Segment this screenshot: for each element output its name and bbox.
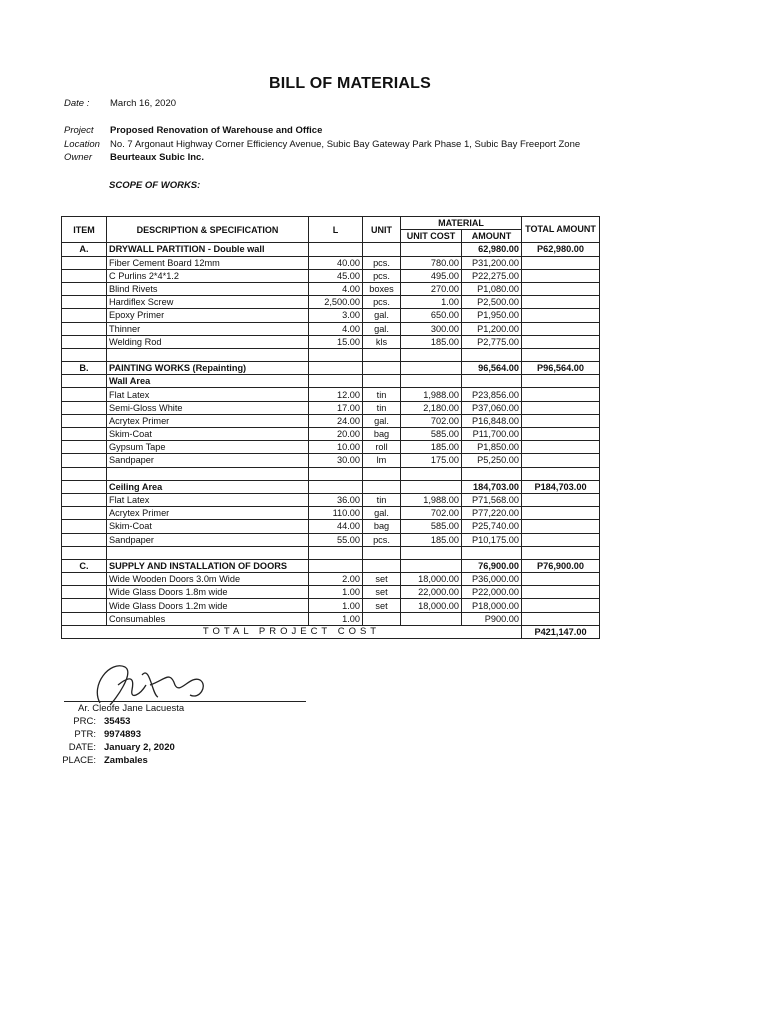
unit-cost-cell: 18,000.00 <box>401 573 462 586</box>
unit-cell: tin <box>363 401 401 414</box>
table-row <box>62 322 600 335</box>
amount-cell <box>462 348 522 361</box>
item-cell <box>62 533 107 546</box>
amount-cell <box>462 546 522 559</box>
amount-cell: P22,000.00 <box>462 586 522 599</box>
amount-cell: P1,950.00 <box>462 309 522 322</box>
total-amount-cell <box>522 586 600 599</box>
unit-cost-cell: 1,988.00 <box>401 388 462 401</box>
item-cell <box>62 599 107 612</box>
amount-cell: P31,200.00 <box>462 256 522 269</box>
description-cell: Consumables <box>107 612 309 625</box>
quantity-cell: 1.00 <box>309 612 363 625</box>
total-amount-cell <box>522 309 600 322</box>
quantity-cell <box>309 375 363 388</box>
prc-line <box>60 716 130 727</box>
description-cell: SUPPLY AND INSTALLATION OF DOORS <box>107 559 309 572</box>
description-cell <box>107 348 309 361</box>
unit-cost-cell <box>401 559 462 572</box>
unit-cost-cell: 585.00 <box>401 520 462 533</box>
quantity-cell <box>309 243 363 256</box>
unit-cell <box>363 612 401 625</box>
unit-cost-cell <box>401 375 462 388</box>
unit-cost-cell: 185.00 <box>401 441 462 454</box>
item-cell <box>62 428 107 441</box>
amount-cell: P16,848.00 <box>462 414 522 427</box>
header-material: MATERIAL <box>401 217 522 230</box>
unit-cost-cell <box>401 546 462 559</box>
header-l: L <box>309 217 363 243</box>
table-row <box>62 269 600 282</box>
total-amount-cell <box>522 375 600 388</box>
unit-cell: pcs. <box>363 296 401 309</box>
table-row <box>62 348 600 361</box>
unit-cost-cell <box>401 480 462 493</box>
item-cell <box>62 269 107 282</box>
description-cell: Sandpaper <box>107 454 309 467</box>
total-amount-cell: P62,980.00 <box>522 243 600 256</box>
unit-cost-cell: 22,000.00 <box>401 586 462 599</box>
item-cell <box>62 573 107 586</box>
description-cell: Gypsum Tape <box>107 441 309 454</box>
unit-cell <box>363 467 401 480</box>
total-amount-cell: P76,900.00 <box>522 559 600 572</box>
quantity-cell: 2.00 <box>309 573 363 586</box>
header-item: ITEM <box>62 217 107 243</box>
description-cell: Thinner <box>107 322 309 335</box>
unit-cost-cell: 650.00 <box>401 309 462 322</box>
unit-cost-cell: 1,988.00 <box>401 493 462 506</box>
total-amount-cell <box>522 322 600 335</box>
description-cell: Epoxy Primer <box>107 309 309 322</box>
amount-cell: P22,275.00 <box>462 269 522 282</box>
table-row <box>62 573 600 586</box>
total-label: TOTAL PROJECT COST <box>62 625 522 638</box>
description-cell: Skim-Coat <box>107 520 309 533</box>
quantity-cell: 55.00 <box>309 533 363 546</box>
unit-cell: tin <box>363 388 401 401</box>
item-cell <box>62 586 107 599</box>
total-amount-cell <box>522 467 600 480</box>
unit-cell <box>363 559 401 572</box>
date-label: Date : <box>64 98 90 109</box>
unit-cell: pcs. <box>363 256 401 269</box>
amount-cell: 76,900.00 <box>462 559 522 572</box>
item-cell <box>62 322 107 335</box>
owner-value: Beurteaux Subic Inc. <box>110 152 204 163</box>
place-line <box>60 755 148 766</box>
amount-cell: P900.00 <box>462 612 522 625</box>
quantity-cell <box>309 348 363 361</box>
total-amount-cell <box>522 414 600 427</box>
description-cell: Ceiling Area <box>107 480 309 493</box>
item-cell <box>62 454 107 467</box>
unit-cost-cell: 1.00 <box>401 296 462 309</box>
item-cell <box>62 493 107 506</box>
description-cell: Wide Glass Doors 1.2m wide <box>107 599 309 612</box>
unit-cost-cell <box>401 612 462 625</box>
description-cell: Acrytex Primer <box>107 507 309 520</box>
document-title: BILL OF MATERIALS <box>269 75 431 92</box>
quantity-cell: 4.00 <box>309 282 363 295</box>
item-cell <box>62 401 107 414</box>
description-cell: Skim-Coat <box>107 428 309 441</box>
date-signed-value: January 2, 2020 <box>104 742 175 753</box>
unit-cost-cell: 300.00 <box>401 322 462 335</box>
unit-cost-cell: 18,000.00 <box>401 599 462 612</box>
prc-value: 35453 <box>104 716 131 727</box>
total-amount-cell <box>522 296 600 309</box>
amount-cell: 96,564.00 <box>462 362 522 375</box>
table-row <box>62 559 600 572</box>
header-unit-cost: UNIT COST <box>401 230 462 243</box>
total-amount-cell <box>522 599 600 612</box>
total-amount-cell <box>522 546 600 559</box>
amount-cell: P36,000.00 <box>462 573 522 586</box>
item-cell <box>62 388 107 401</box>
quantity-cell: 10.00 <box>309 441 363 454</box>
item-cell <box>62 348 107 361</box>
quantity-cell <box>309 546 363 559</box>
total-amount-cell: P96,564.00 <box>522 362 600 375</box>
table-row <box>62 428 600 441</box>
description-cell: Welding Rod <box>107 335 309 348</box>
amount-cell: P37,060.00 <box>462 401 522 414</box>
table-row <box>62 309 600 322</box>
total-amount-cell <box>522 507 600 520</box>
signature-line <box>64 701 306 702</box>
unit-cell: bag <box>363 428 401 441</box>
table-row <box>62 282 600 295</box>
table-body <box>62 243 600 625</box>
table-row <box>62 335 600 348</box>
table-row <box>62 441 600 454</box>
date-signed-line <box>60 742 175 753</box>
quantity-cell <box>309 467 363 480</box>
table-row <box>62 401 600 414</box>
total-row <box>62 625 600 638</box>
total-amount-cell <box>522 441 600 454</box>
scope-heading: SCOPE OF WORKS: <box>109 180 201 191</box>
description-cell: Wide Wooden Doors 3.0m Wide <box>107 573 309 586</box>
amount-cell <box>462 375 522 388</box>
description-cell <box>107 467 309 480</box>
header-unit: UNIT <box>363 217 401 243</box>
item-cell <box>62 520 107 533</box>
unit-cost-cell <box>401 243 462 256</box>
quantity-cell <box>309 559 363 572</box>
item-cell <box>62 441 107 454</box>
table-row <box>62 454 600 467</box>
quantity-cell: 30.00 <box>309 454 363 467</box>
unit-cost-cell <box>401 467 462 480</box>
amount-cell: P18,000.00 <box>462 599 522 612</box>
amount-cell: P1,080.00 <box>462 282 522 295</box>
unit-cost-cell: 175.00 <box>401 454 462 467</box>
unit-cost-cell: 702.00 <box>401 414 462 427</box>
ptr-label: PTR: <box>74 729 96 740</box>
table-row <box>62 546 600 559</box>
description-cell: Wide Glass Doors 1.8m wide <box>107 586 309 599</box>
table-row <box>62 599 600 612</box>
unit-cell <box>363 546 401 559</box>
unit-cost-cell: 2,180.00 <box>401 401 462 414</box>
unit-cell <box>363 243 401 256</box>
place-value: Zambales <box>104 755 148 766</box>
unit-cell: gal. <box>363 309 401 322</box>
total-amount-cell <box>522 520 600 533</box>
quantity-cell: 3.00 <box>309 309 363 322</box>
quantity-cell <box>309 480 363 493</box>
total-amount-cell <box>522 256 600 269</box>
table-row <box>62 243 600 256</box>
unit-cost-cell: 270.00 <box>401 282 462 295</box>
place-label: PLACE: <box>62 755 96 766</box>
description-cell: Wall Area <box>107 375 309 388</box>
item-cell <box>62 612 107 625</box>
total-amount-cell <box>522 533 600 546</box>
unit-cell <box>363 362 401 375</box>
table-row <box>62 256 600 269</box>
item-cell <box>62 335 107 348</box>
amount-cell: P23,856.00 <box>462 388 522 401</box>
amount-cell: P11,700.00 <box>462 428 522 441</box>
description-cell: Hardiflex Screw <box>107 296 309 309</box>
quantity-cell: 12.00 <box>309 388 363 401</box>
table-row <box>62 533 600 546</box>
unit-cost-cell <box>401 362 462 375</box>
item-cell <box>62 507 107 520</box>
total-amount-cell <box>522 401 600 414</box>
quantity-cell <box>309 362 363 375</box>
table-row <box>62 507 600 520</box>
total-amount-cell <box>522 612 600 625</box>
total-amount-cell <box>522 335 600 348</box>
total-amount-cell <box>522 388 600 401</box>
description-cell: Sandpaper <box>107 533 309 546</box>
amount-cell: P1,200.00 <box>462 322 522 335</box>
signatory-name-text: Ar. Cleofe Jane Lacuesta <box>78 703 185 714</box>
quantity-cell: 15.00 <box>309 335 363 348</box>
table-row <box>62 296 600 309</box>
quantity-cell: 17.00 <box>309 401 363 414</box>
unit-cell: gal. <box>363 322 401 335</box>
description-cell: C Purlins 2*4*1.2 <box>107 269 309 282</box>
description-cell <box>107 546 309 559</box>
unit-cost-cell: 585.00 <box>401 428 462 441</box>
header-description: DESCRIPTION & SPECIFICATION <box>107 217 309 243</box>
unit-cell <box>363 348 401 361</box>
item-cell <box>62 375 107 388</box>
amount-cell: P5,250.00 <box>462 454 522 467</box>
item-cell <box>62 480 107 493</box>
table-row <box>62 493 600 506</box>
header-amount: AMOUNT <box>462 230 522 243</box>
ptr-line <box>60 729 141 740</box>
item-cell <box>62 309 107 322</box>
item-cell: B. <box>62 362 107 375</box>
signatory-name <box>60 703 184 714</box>
unit-cell: gal. <box>363 507 401 520</box>
header-total-amount: TOTAL AMOUNT <box>522 217 600 243</box>
description-cell: PAINTING WORKS (Repainting) <box>107 362 309 375</box>
project-value: Proposed Renovation of Warehouse and Office <box>110 125 323 136</box>
unit-cell: roll <box>363 441 401 454</box>
unit-cell: set <box>363 586 401 599</box>
quantity-cell: 24.00 <box>309 414 363 427</box>
item-cell <box>62 296 107 309</box>
quantity-cell: 1.00 <box>309 586 363 599</box>
item-cell <box>62 282 107 295</box>
unit-cell: set <box>363 599 401 612</box>
table-row <box>62 480 600 493</box>
table-row <box>62 414 600 427</box>
quantity-cell: 110.00 <box>309 507 363 520</box>
total-amount-cell <box>522 348 600 361</box>
quantity-cell: 36.00 <box>309 493 363 506</box>
unit-cost-cell: 185.00 <box>401 335 462 348</box>
item-cell <box>62 467 107 480</box>
total-amount-cell <box>522 269 600 282</box>
description-cell: Acrytex Primer <box>107 414 309 427</box>
table-row <box>62 520 600 533</box>
description-cell: Fiber Cement Board 12mm <box>107 256 309 269</box>
table-row <box>62 388 600 401</box>
quantity-cell: 20.00 <box>309 428 363 441</box>
amount-cell: 62,980.00 <box>462 243 522 256</box>
description-cell: Semi-Gloss White <box>107 401 309 414</box>
quantity-cell: 40.00 <box>309 256 363 269</box>
amount-cell: P25,740.00 <box>462 520 522 533</box>
date-signed-label: DATE: <box>68 742 96 753</box>
amount-cell: P10,175.00 <box>462 533 522 546</box>
unit-cell: pcs. <box>363 269 401 282</box>
prc-label: PRC: <box>73 716 96 727</box>
amount-cell <box>462 467 522 480</box>
description-cell: Flat Latex <box>107 388 309 401</box>
description-cell: DRYWALL PARTITION - Double wall <box>107 243 309 256</box>
project-label: Project <box>64 125 94 136</box>
table-row <box>62 375 600 388</box>
table-row <box>62 612 600 625</box>
total-amount-cell <box>522 493 600 506</box>
table-row <box>62 586 600 599</box>
unit-cell: lm <box>363 454 401 467</box>
unit-cell: set <box>363 573 401 586</box>
amount-cell: P77,220.00 <box>462 507 522 520</box>
bill-of-materials-table <box>61 216 600 639</box>
quantity-cell: 1.00 <box>309 599 363 612</box>
date-value: March 16, 2020 <box>110 98 177 109</box>
unit-cell: bag <box>363 520 401 533</box>
item-cell: C. <box>62 559 107 572</box>
item-cell <box>62 414 107 427</box>
description-cell: Blind Rivets <box>107 282 309 295</box>
location-label: Location <box>64 139 100 150</box>
total-amount-cell <box>522 454 600 467</box>
unit-cost-cell: 702.00 <box>401 507 462 520</box>
location-value: No. 7 Argonaut Highway Corner Efficiency Avenue, Subic Bay Gateway Park Phase 1, Subic Bay Freeport Zone <box>110 139 581 150</box>
table-row <box>62 362 600 375</box>
amount-cell: P71,568.00 <box>462 493 522 506</box>
quantity-cell: 44.00 <box>309 520 363 533</box>
amount-cell: P1,850.00 <box>462 441 522 454</box>
total-amount-cell: P184,703.00 <box>522 480 600 493</box>
ptr-value: 9974893 <box>104 729 141 740</box>
unit-cell: tin <box>363 493 401 506</box>
unit-cell: pcs. <box>363 533 401 546</box>
description-cell: Flat Latex <box>107 493 309 506</box>
total-amount-cell <box>522 282 600 295</box>
unit-cell <box>363 480 401 493</box>
item-cell <box>62 256 107 269</box>
amount-cell: P2,500.00 <box>462 296 522 309</box>
total-amount-cell <box>522 428 600 441</box>
unit-cost-cell: 185.00 <box>401 533 462 546</box>
amount-cell: P2,775.00 <box>462 335 522 348</box>
quantity-cell: 4.00 <box>309 322 363 335</box>
owner-label: Owner <box>64 152 92 163</box>
item-cell: A. <box>62 243 107 256</box>
amount-cell: 184,703.00 <box>462 480 522 493</box>
unit-cell: boxes <box>363 282 401 295</box>
unit-cell: gal. <box>363 414 401 427</box>
quantity-cell: 2,500.00 <box>309 296 363 309</box>
total-amount-cell <box>522 573 600 586</box>
unit-cost-cell: 780.00 <box>401 256 462 269</box>
total-value: P421,147.00 <box>522 625 600 638</box>
unit-cost-cell: 495.00 <box>401 269 462 282</box>
quantity-cell: 45.00 <box>309 269 363 282</box>
item-cell <box>62 546 107 559</box>
table-row <box>62 467 600 480</box>
unit-cost-cell <box>401 348 462 361</box>
unit-cell: kls <box>363 335 401 348</box>
unit-cell <box>363 375 401 388</box>
